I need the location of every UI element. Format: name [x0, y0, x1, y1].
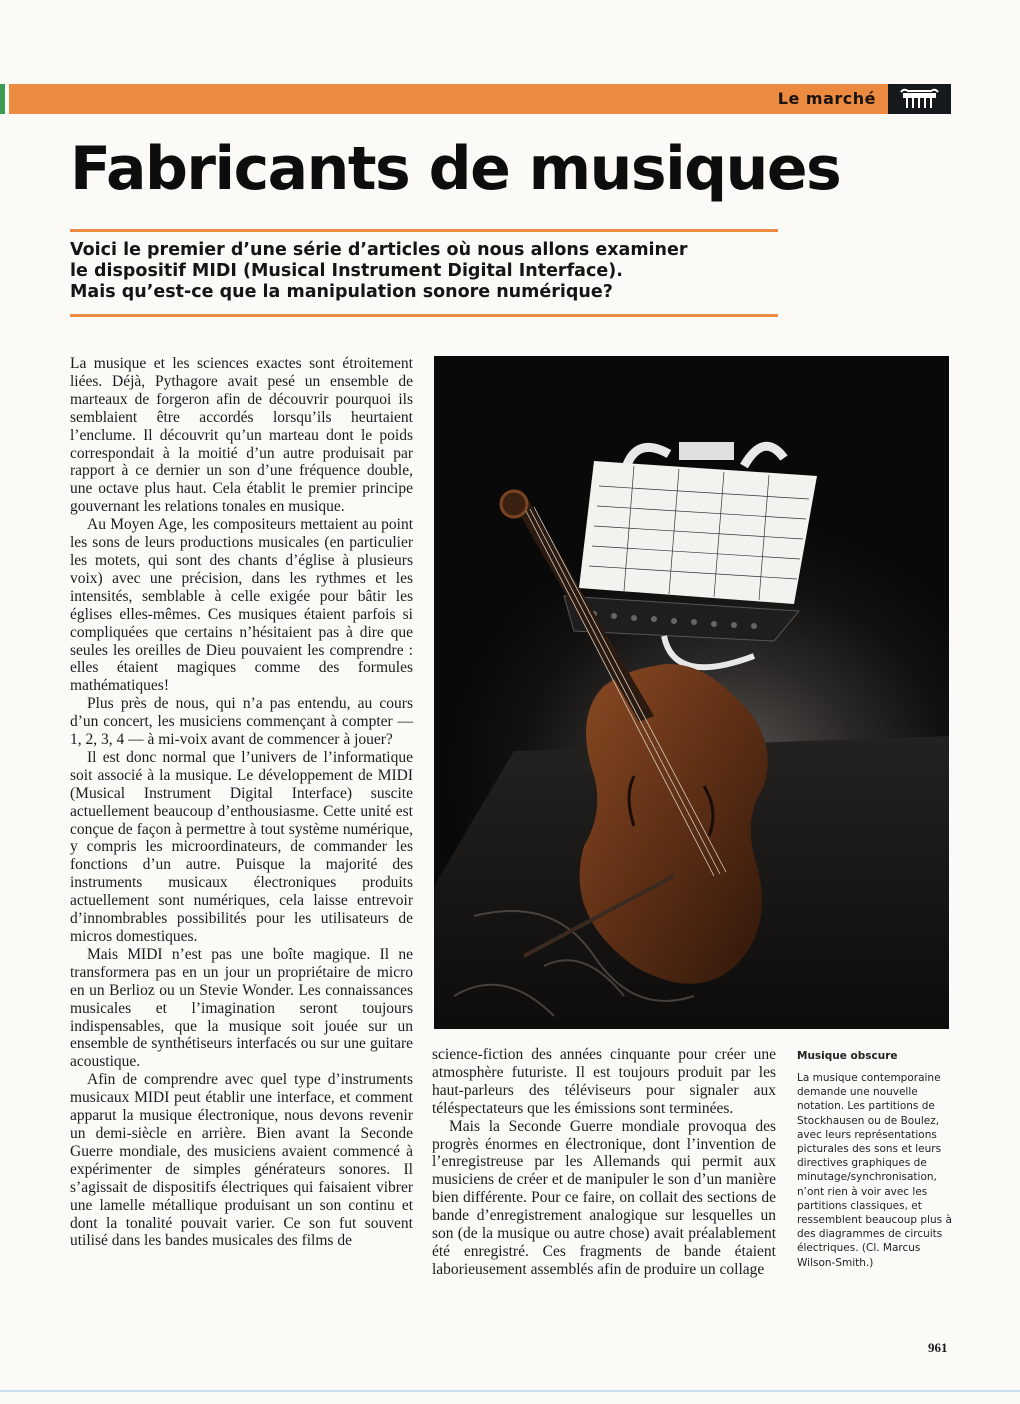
paragraph: Il est donc normal que l’univers de l’informatique soit associé à la musique. Le développement de MIDI (Musical Instrument Digital Interface) suscite actuellement beaucoup d’enthousiasme. Cette unité est conçue de façon à permettre à tout système numérique, y compris les microordinateurs, de commander les fonctions d’un autre. Puisque la majorité des instruments musicaux électroniques produits actuellement sont numériques, cela laisse entrevoir d’innombrables possibilités pour les utilisateurs de micros domestiques.	[70, 748, 413, 945]
music-stand-icon	[888, 84, 951, 114]
left-edge-mark	[0, 84, 5, 114]
article-intro	[70, 240, 790, 303]
body-column-1	[70, 355, 413, 1250]
paragraph: Afin de comprendre avec quel type d’instruments musicaux MIDI peut établir une interface, et comment apparut la musique électronique, nous devons revenir un demi-siècle en arrière. Bien avant la Seconde Guerre mondiale, des musiciens avaient commencé à expérimenter de simples générateurs sonores. Il s’agissait de dispositifs électriques qui faisaient vibrer une lamelle métallique produisant un son continu et dont la tonalité pouvait varier. Ce son fut souvent utilisé dans les bandes musicales des films de	[70, 1071, 413, 1250]
caption-text: La musique contemporaine demande une nouvelle notation. Les partitions de Stockhausen ou de Boulez, avec leurs représentations picturales des sons et leurs directives graphiques de minutage/synchronisation, n’ont rien à voir avec les partitions classiques, et ressemblent beaucoup plus à des diagrammes de circuits électriques. (Cl. Marcus Wilson-Smith.)	[797, 1072, 952, 1269]
photo-caption	[797, 1050, 957, 1270]
page-number: 961	[928, 1340, 948, 1355]
caption-title: Musique obscure	[797, 1050, 898, 1062]
body-column-2	[432, 1046, 776, 1279]
bottom-edge-line	[0, 1390, 1020, 1392]
paragraph: La musique et les sciences exactes sont étroitement liées. Déjà, Pythagore avait pesé un ensemble de marteaux de forgeron afin de découvrir pourquoi ils semblaient être accordés lorsqu’ils heurtaient l’enclume. Il découvrit qu’un marteau dont le poids correspondait à la moitié d’un autre produisait par rapport à ce dernier un son d’une fréquence double, une octave plus haut. Cela établit le premier principe gouvernant les relations tonales en musique.	[70, 355, 413, 516]
intro-line-1: Voici le premier d’une série d’articles où nous allons examiner	[70, 240, 688, 260]
intro-line-2: le dispositif MIDI (Musical Instrument Digital Interface).	[70, 261, 623, 281]
paragraph: Plus près de nous, qui n’a pas entendu, au cours d’un concert, les musiciens commençant à compter — 1, 2, 3, 4 — à mi-voix avant de commencer à jouer?	[70, 695, 413, 749]
intro-bottom-rule	[70, 314, 778, 317]
section-header-band	[9, 84, 888, 114]
paragraph: Au Moyen Age, les compositeurs mettaient au point les sons de leurs productions musicales (en particulier les motets, qui sont des chants d’église à plusieurs voix) avec une précision, dans les rythmes et les intensités, semblable à celle exigée pour bâtir les églises elles-mêmes. Ces musiques étaient parfois si compliquées que certains n’hésitaient pas à dire que seules les oreilles de Dieu pouvaient les comprendre : elles étaient magiques comme des formules mathématiques!	[70, 516, 413, 695]
section-label: Le marché	[777, 89, 876, 108]
intro-top-rule	[70, 229, 778, 232]
paragraph: science-fiction des années cinquante pour créer une atmosphère futuriste. Il est toujours produit par les haut-parleurs des téléviseurs pour signaler aux téléspectateurs que les émissions sont terminées.	[432, 1046, 776, 1117]
paragraph: Mais la Seconde Guerre mondiale provoqua des progrès énormes en électronique, dont l’invention de l’enregistreuse par les Allemands qui permit aux musiciens de créer et de manipuler le son d’un manière bien différente. Pour ce faire, on collait des sections de bande d’enregistrement analogique sur lesquelles un son (de la musique ou autre chose) avait préalablement été enregistré. Ces fragments de bande étaient laborieusement assemblés afin de produire un collage	[432, 1117, 776, 1278]
violin-photo	[434, 356, 949, 1029]
article-title: Fabricants de musiques	[70, 134, 841, 204]
intro-line-3: Mais qu’est-ce que la manipulation sonore numérique?	[70, 282, 613, 302]
paragraph: Mais MIDI n’est pas une boîte magique. Il ne transformera pas en un jour un propriétaire de micro en un Berlioz ou un Stevie Wonder. Les connaissances musicales et l’imagination seront toujours indispensables, que la musique soit jouée sur un ensemble de synthétiseurs interfacés ou sur une guitare acoustique.	[70, 945, 413, 1071]
violin-illustration	[434, 356, 949, 1029]
